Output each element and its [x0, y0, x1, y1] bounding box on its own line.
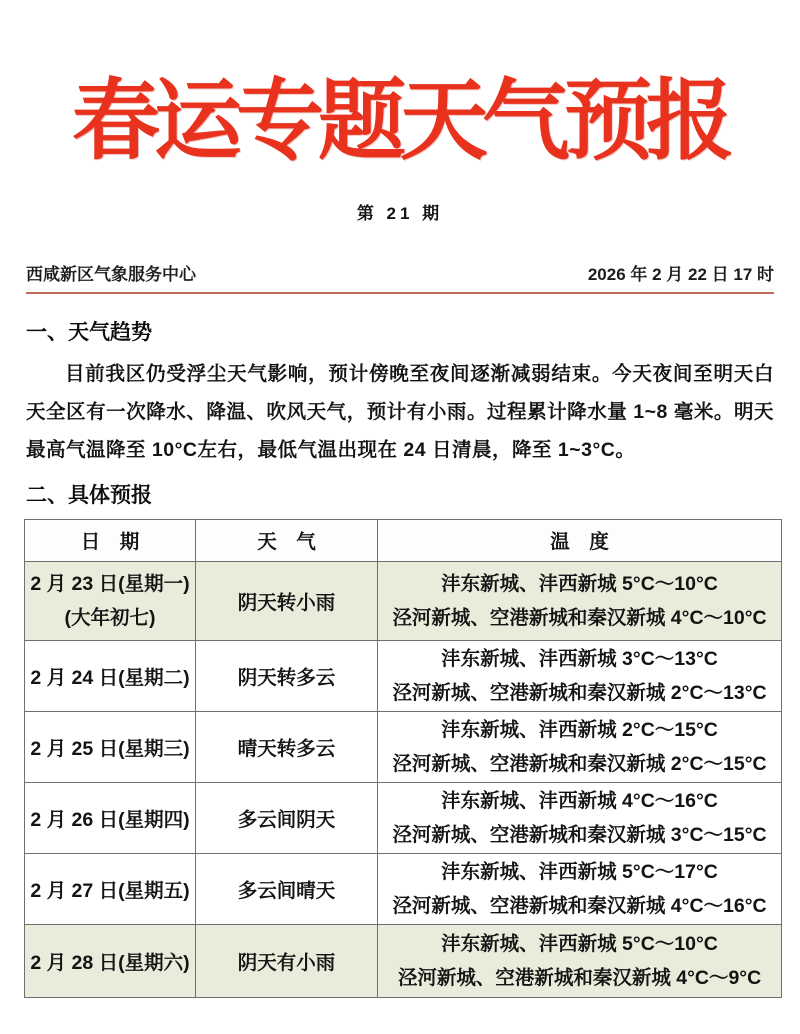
- header-cell-weather: 天 气: [196, 519, 378, 561]
- forecast-row-feb26: [25, 782, 782, 853]
- temp-line-north: 泾河新城、空港新城和秦汉新城 4°C～9°C: [397, 966, 762, 989]
- weather-cell: 阴天转多云: [196, 640, 378, 711]
- report-datetime: 2026 年 2 月 22 日 17 时: [587, 264, 774, 284]
- issue-number: 第 21 期: [356, 203, 444, 223]
- temperature-cell: [378, 640, 782, 711]
- table-header-row: [25, 519, 782, 561]
- temp-line-north: 泾河新城、空港新城和秦汉新城 3°C～15°C: [392, 823, 767, 846]
- forecast-table: [24, 519, 782, 998]
- date-cell: 2 月 27 日(星期五): [25, 853, 196, 924]
- temp-line-west: 沣东新城、沣西新城 5°C～10°C: [441, 572, 718, 595]
- forecast-row-feb24: [25, 640, 782, 711]
- weather-cell: 晴天转多云: [196, 711, 378, 782]
- temp-line-west: 沣东新城、沣西新城 4°C～16°C: [441, 789, 718, 812]
- weather-bulletin-page: [0, 72, 800, 998]
- temperature-cell: [378, 561, 782, 640]
- date-text: 2 月 23 日(星期一): [30, 572, 190, 595]
- lunar-date-text: (大年初七): [64, 606, 156, 629]
- date-cell: 2 月 25 日(星期三): [25, 711, 196, 782]
- meta-header: [26, 260, 774, 294]
- header-cell-date: 日 期: [25, 519, 196, 561]
- page-title: 春运专题天气预报: [71, 71, 728, 170]
- weather-cell: 多云间晴天: [196, 853, 378, 924]
- temp-line-north: 泾河新城、空港新城和秦汉新城 2°C～15°C: [392, 752, 767, 775]
- date-cell: 2 月 26 日(星期四): [25, 782, 196, 853]
- temperature-cell: [378, 924, 782, 997]
- weather-cell: 阴天有小雨: [196, 924, 378, 997]
- temperature-cell: [378, 711, 782, 782]
- date-cell: 2 月 24 日(星期二): [25, 640, 196, 711]
- temperature-cell: [378, 782, 782, 853]
- date-cell: [25, 561, 196, 640]
- trend-paragraph: 目前我区仍受浮尘天气影响，预计傍晚至夜间逐渐减弱结束。今天夜间至明天白天全区有一次降水、降温、吹风天气，预计有小雨。过程累计降水量 1~8 毫米。明天最高气温降至 10°C左右，最低气温出现在 24 日清晨，降至 1~3°C。: [26, 362, 774, 461]
- header-cell-temperature: 温 度: [378, 519, 782, 561]
- section-trend-heading: 一、天气趋势: [26, 320, 152, 344]
- temperature-cell: [378, 853, 782, 924]
- weather-cell: 阴天转小雨: [196, 561, 378, 640]
- temp-line-west: 沣东新城、沣西新城 5°C～10°C: [441, 932, 718, 955]
- temp-line-west: 沣东新城、沣西新城 2°C～15°C: [441, 718, 718, 741]
- forecast-row-feb27: [25, 853, 782, 924]
- temp-line-north: 泾河新城、空港新城和秦汉新城 4°C～10°C: [392, 606, 767, 629]
- temp-line-west: 沣东新城、沣西新城 3°C～13°C: [441, 647, 718, 670]
- temp-line-north: 泾河新城、空港新城和秦汉新城 2°C～13°C: [392, 681, 767, 704]
- date-cell: 2 月 28 日(星期六): [25, 924, 196, 997]
- temp-line-north: 泾河新城、空港新城和秦汉新城 4°C～16°C: [392, 894, 767, 917]
- forecast-row-feb25: [25, 711, 782, 782]
- forecast-row-feb28: [25, 924, 782, 997]
- forecast-row-feb23: [25, 561, 782, 640]
- section-forecast-heading: 二、具体预报: [26, 483, 152, 507]
- weather-cell: 多云间阴天: [196, 782, 378, 853]
- publisher-name: 西咸新区气象服务中心: [26, 264, 196, 284]
- temp-line-west: 沣东新城、沣西新城 5°C～17°C: [441, 860, 718, 883]
